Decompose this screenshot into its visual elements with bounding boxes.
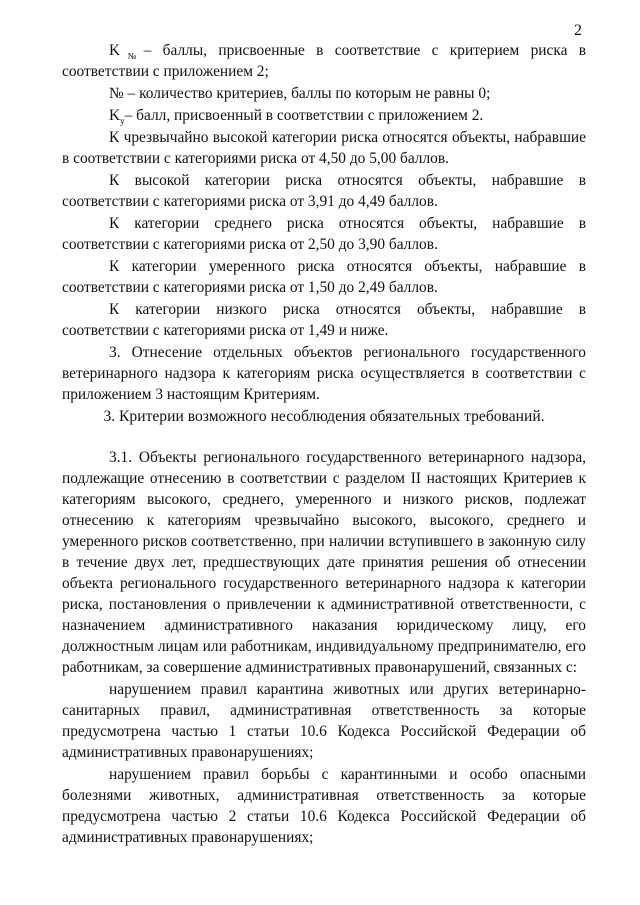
paragraph-moderate-risk [62,256,586,298]
paragraph-low-risk [62,299,586,341]
paragraph-extreme-risk [62,127,586,169]
paragraph-text: К высокой категории риска относятся объекты, набравшие в соответствии с категориями риска от 3,91 до 4,49 баллов. [62,172,586,210]
paragraph-high-risk [62,170,586,212]
paragraph-n-count [62,83,586,104]
paragraph-medium-risk [62,213,586,255]
symbol-k: K [109,42,121,59]
paragraph-item-3 [62,342,586,405]
paragraph-text: К категории низкого риска относятся объекты, набравшие в соответствии с категориями риска от 1,49 и ниже. [62,301,586,339]
subscript-y: у [120,116,125,127]
paragraph-violation-quarantine: нарушением правил карантина животных или других ветеринарно-санитарных правил, административная ответственность за которые предусмотрена частью 1 статьи 10.6 Кодекса Российской Федерации об административных правонарушениях; [62,681,586,761]
paragraph-text: К категории среднего риска относятся объекты, набравшие в соответствии с категориями риска от 2,50 до 3,90 баллов. [62,215,586,253]
subscript-n: № [120,51,144,62]
paragraph-violation-disease: нарушением правил борьбы с карантинными и особо опасными болезнями животных, административная ответственность за которые предусмотрена частью 2 статьи 10.6 Кодекса Российской Федерации об административных правонарушениях; [62,766,586,846]
paragraph-text: К категории умеренного риска относятся объекты, набравшие в соответствии с категориями риска от 1,50 до 2,49 баллов. [62,258,586,296]
paragraph-3-1: 3.1. Объекты регионального государственного ветеринарного надзора, подлежащие отнесению в соответствии с разделом II настоящих Критериев к категориям высокого, среднего, умеренного и низкого рисков, подлежат отнесению к категориям чрезвычайно высокого, высокого, среднего и умеренного рисков соответственно, при наличии вступившего в законную силу в течение двух лет, предшествующих дате принятия решения об отнесении объекта регионального государственного ветеринарного надзора к категории риска, постановления о привлечении к административной ответственности, с назначением административного наказания юридическому лицу, его должностным лицам или работникам, индивидуальному предпринимателю, его работникам, за совершение административных правонарушений, связанных с: [62,449,586,676]
paragraph-text: 3. Отнесение отдельных объектов регионального государственного ветеринарного надзора к категориям риска осуществляется в соответствии с приложением 3 настоящим Критериям. [62,344,586,403]
paragraph-text: – баллы, присвоенные в соответствие с критерием риска в соответствии с приложением 2; [62,42,586,80]
paragraph-text: К чрезвычайно высокой категории риска относятся объекты, набравшие в соответствии с категориями риска от 4,50 до 5,00 баллов. [62,129,586,167]
section-heading: 3. Критерии возможного несоблюдения обязательных требований. [103,408,545,425]
document-body [62,40,586,848]
paragraph-text: – балл, присвоенный в соответствии с приложением 2. [124,107,484,124]
page-number: 2 [574,22,582,39]
paragraph-text: № – количество критериев, баллы по которым не равны 0; [109,85,491,102]
paragraph-k-n [62,40,586,82]
paragraph-k-y [62,105,586,126]
symbol-k: K [109,107,121,124]
